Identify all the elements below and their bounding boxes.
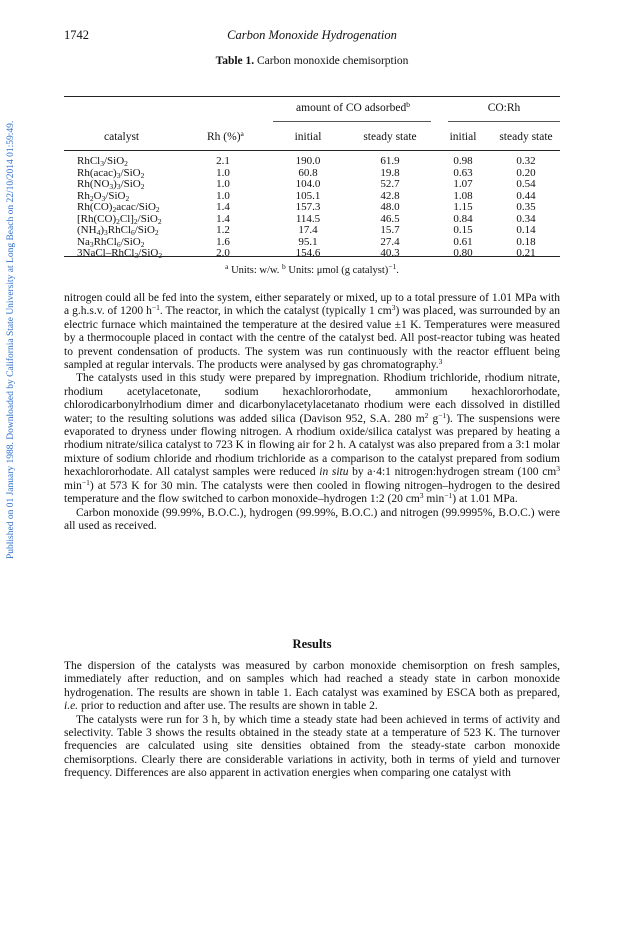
paragraph-apparatus: nitrogen could all be fed into the system, either separately or mixed, up to a total pressure of 1.01 MPa with a g.h.s.v. of 1200 $h^{-1}$. The reactor, in which the catalyst (typically 1 $cm^3$) was placed, was surrounded by an electric furnace which maintained the temperature at the desired value ±1 K. Temperatures were measured by a thermocouple placed in contact with the centre of the catalyst bed. All post-reactor tubing was heated to prevent condensation of products. The system was run continuously with the reactor effluent being sampled at regular intervals. The products were analysed by gas chromatography.$^3$: [64, 292, 560, 372]
table-bottom-rule: [64, 256, 560, 257]
co-initial: 17.4: [298, 224, 318, 236]
co-initial: 190.0: [295, 155, 321, 167]
col-steady-amount: steady state: [363, 131, 417, 143]
table-top-rule: [64, 96, 560, 97]
ratio-initial: 1.07: [453, 178, 473, 190]
amount-group-rule: [273, 121, 431, 122]
co-steady: 48.0: [380, 201, 400, 213]
rh-percent: 1.4: [216, 212, 230, 225]
ratio-steady: 0.18: [516, 235, 536, 248]
table-caption-text: Carbon monoxide chemisorption: [257, 55, 409, 67]
ratio-initial: 0.98: [453, 155, 473, 167]
ratio-steady: 0.21: [516, 247, 536, 259]
ratio-steady: 0.14: [516, 224, 536, 236]
catalyst-name: $Rh(CO)_2acac/SiO_2$: [77, 201, 160, 214]
catalyst-name: RhCl$_3$/SiO$_2$: [77, 155, 128, 168]
results-text: [64, 660, 560, 781]
rh-percent: 2.0: [216, 247, 230, 259]
rh-percent: 1.2: [216, 224, 230, 236]
ratio-steady: 0.54: [516, 178, 536, 190]
co-steady: 15.7: [380, 224, 400, 236]
table-header-rule: [64, 150, 560, 151]
footnote-a-marker: a: [240, 129, 244, 138]
co-steady: 40.3: [380, 247, 400, 259]
header-ratio-group: CO:Rh: [487, 102, 521, 114]
paragraph-catalyst-prep: The catalysts used in this study were prepared by impregnation. Rhodium trichloride, rhodium nitrate, rhodium acetylacetonate, sodium hexachlororhodate, ammonium hexachlororhodate, chlorodicarbonylrhodium dimer and dicarbonylacetylacetanato rhodium were each dissolved in distilled water; to the resulting solutions was added silica (Davison 952, S.A. 280 $m^2$ $g^{-1}$). The suspensions were evaporated to dryness under flowing nitrogen. A rhodium oxide/silica catalyst was prepared by heating a rhodium nitrate/silica catalyst to 723 K in flowing air for 2 h. A catalyst was also prepared from a 3:1 molar mixture of sodium chloride and rhodium trichloride as a comparison to the catalyst prepared from sodium hexachlororhodate. All catalyst samples were reduced in situ by a·4:1 nitrogen:hydrogen stream (100 $cm^3$ $\min^{-1}$) at 573 K for 30 min. The catalysts were then cooled in flowing nitrogen–hydrogen to the desired temperature and the flow switched to carbon monoxide–hydrogen 1:2 (20 $cm^3$ $\min^{-1}$) at 1.01 MPa.: [64, 372, 561, 506]
col-rh: Rh (%)$^a$: [207, 129, 244, 143]
co-initial: 114.5: [295, 212, 321, 225]
ratio-steady: 0.35: [516, 201, 536, 213]
download-watermark: Published on 01 January 1988. Downloaded by California State University at Long Beach on 22/10/2014 01:59:49.: [6, 120, 16, 560]
ratio-steady: 0.34: [516, 212, 536, 225]
ratio-initial: 0.15: [453, 224, 473, 236]
ratio-initial: 0.63: [453, 166, 473, 179]
section-heading-results: Results: [292, 637, 332, 651]
co-initial: 95.1: [298, 235, 318, 248]
co-steady: 27.4: [380, 235, 400, 248]
rh-percent: 1.0: [216, 189, 230, 202]
table-caption: [64, 55, 560, 67]
ratio-steady: 0.32: [516, 155, 536, 167]
page-number: 1742: [64, 28, 89, 42]
ratio-steady: 0.44: [516, 189, 536, 202]
paragraph-gases: Carbon monoxide (99.99%, B.O.C.), hydrogen (99.99%, B.O.C.) and nitrogen (99.9995%, B.O.C.) were all used as received.: [64, 506, 560, 532]
catalyst-name: $Rh(acac)_3/SiO_2$: [77, 166, 145, 180]
co-steady: 46.5: [380, 212, 400, 225]
footnote-a: Units: w/w.: [231, 265, 280, 276]
ratio-group-rule: [448, 121, 560, 122]
co-initial: 157.3: [295, 201, 321, 213]
catalyst-name: $Rh(NO_3)_3/SiO_2$: [77, 178, 145, 191]
catalyst-name: $Na_3RhCl_6/SiO_2$: [77, 235, 145, 249]
rh-percent: 1.0: [216, 166, 230, 179]
col-initial-ratio: initial: [449, 131, 477, 143]
ratio-initial: 0.84: [453, 212, 473, 225]
co-steady: 52.7: [380, 178, 400, 190]
footnote-b: Units: μmol (g catalyst): [288, 265, 389, 276]
co-initial: 60.8: [298, 166, 318, 179]
col-steady-ratio: steady state: [499, 131, 553, 143]
reference-marker: 3: [438, 357, 443, 367]
header-amount-group: amount of CO adsorbed$^b$: [296, 100, 410, 114]
ratio-steady: 0.20: [516, 166, 536, 179]
running-title: Carbon Monoxide Hydrogenation: [227, 28, 397, 42]
paragraph-dispersion: The dispersion of the catalysts was measured by carbon monoxide chemisorption on fresh samples, immediately after reduction, and on samples which had reached a steady state in carbon monoxide hydrogenation. The results are shown in table 1. Each catalyst was examined by ESCA both as prepared, i.e. prior to reduction and after use. The results are shown in table 2.: [64, 660, 560, 713]
footnote-b-marker: b: [406, 100, 410, 109]
co-steady: 42.8: [380, 189, 400, 202]
ratio-initial: 0.61: [453, 235, 473, 248]
catalyst-name: 3NaCl–RhCl$_3$/SiO$_2$: [77, 247, 163, 260]
col-initial-amount: initial: [294, 131, 322, 143]
ratio-initial: 1.15: [453, 201, 473, 213]
rh-percent: 1.4: [216, 201, 230, 213]
ratio-initial: 1.08: [453, 189, 473, 202]
rh-percent: 2.1: [216, 155, 230, 167]
methods-text: [64, 292, 560, 533]
rh-percent: 1.6: [216, 235, 230, 248]
col-catalyst: catalyst: [104, 131, 140, 143]
catalyst-name: $Rh_2O_3/SiO_2$: [77, 189, 130, 203]
co-steady: 19.8: [380, 166, 400, 179]
co-steady: 61.9: [380, 155, 400, 167]
paragraph-steady-state: The catalysts were run for 3 h, by which time a steady state had been achieved in terms of activity and selectivity. Table 3 shows the results obtained in the steady state at a temperature of 523 K. The turnover frequencies are calculated using site densities obtained from the steady-state carbon monoxide chemisorptions. Clearly there are considerable variations in activity, both in terms of yield and turnover frequency. Differences are also apparent in activation energies when comparing one catalyst with: [64, 713, 560, 780]
catalyst-name: $(NH_4)_3RhCl_6/SiO_2$: [77, 224, 159, 237]
ratio-initial: 0.80: [453, 247, 473, 259]
catalyst-name: $[Rh(CO)_2Cl]_2/SiO_2$: [77, 212, 162, 226]
co-initial: 154.6: [295, 247, 321, 259]
table-label: Table 1.: [215, 55, 255, 67]
rh-percent: 1.0: [216, 178, 230, 190]
co-initial: 104.0: [295, 178, 321, 190]
co-initial: 105.1: [295, 189, 321, 202]
table-footnotes: $^a$ Units: w/w. $^b$ Units: μmol (g catalyst)$^{-1}$.: [225, 262, 399, 276]
